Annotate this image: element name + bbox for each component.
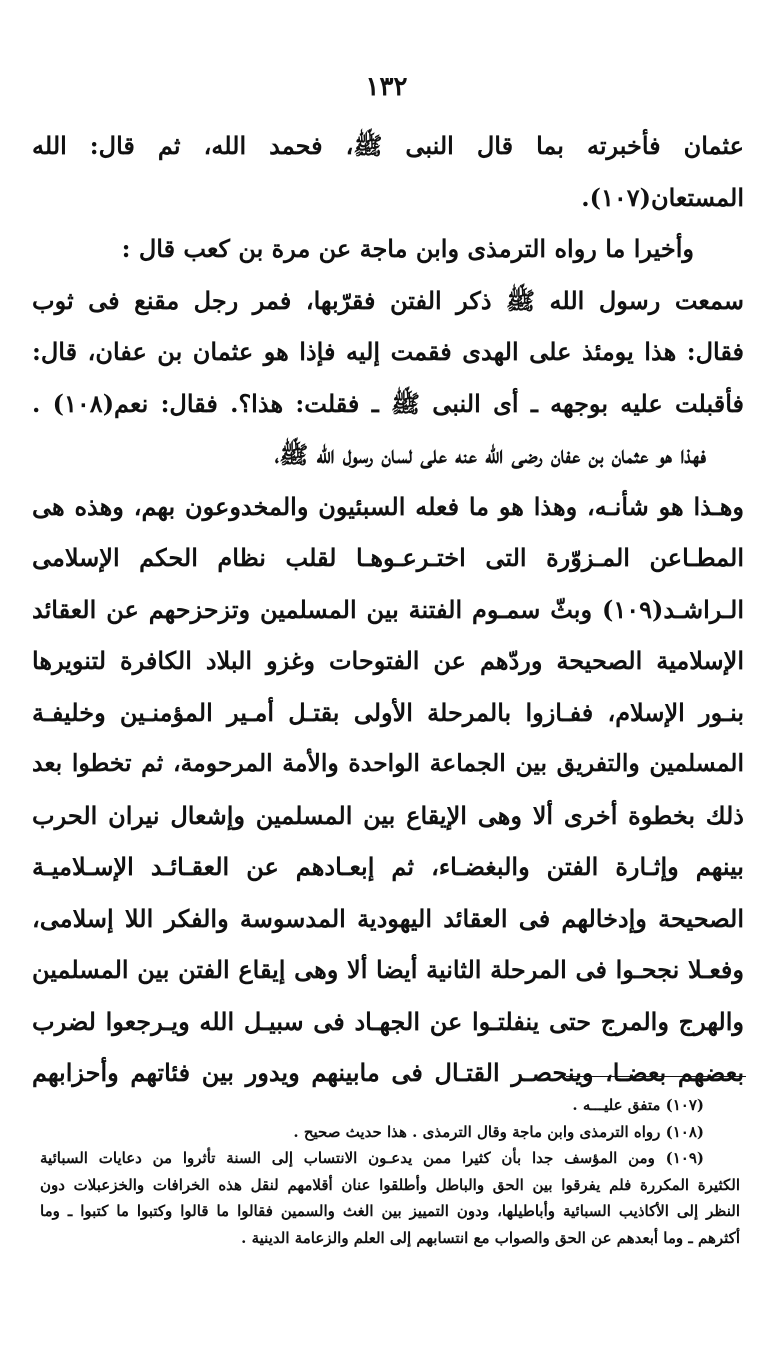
footnote-line: النظر إلى الأكاذيب السبائية وأباطيلها، ودون التمييز بين الغث والسمين فقالوا ما قالوا وكتبوا ما كتبوا ـ وما bbox=[40, 1202, 740, 1220]
footnotes bbox=[40, 1092, 740, 1251]
text-line: وأخيرا ما رواه الترمذى وابن ماجة عن مرة بن كعب قال : bbox=[121, 234, 694, 263]
text-line: والهرج والمرج حتى ينفلتـوا عن الجهـاد فى سبيـل الله ويـرجعوا لضرب bbox=[32, 1006, 744, 1036]
text-line: الـراشـد(١٠٩) وبثّ سمـوم الفتنة بين المسلمين وتزحزحهم عن العقائد bbox=[32, 594, 744, 624]
text-line: المسلمين والتفريق بين الجماعة الواحدة والأمة المرحومة، ثم تخطوا بعد bbox=[32, 749, 744, 777]
text-line: بينهم وإثـارة الفتن والبغضـاء، ثم إبعـادهم عن العقـائـد الإسـلاميـة bbox=[32, 852, 744, 881]
footnote-line: (١٠٩) ومن المؤسف جدا بأن كثيرا ممن يدعـون الانتساب إلى السنة تأثروا من دعايات السبائية bbox=[40, 1149, 704, 1167]
text-line: الإسلامية الصحيحة وردّهم عن الفتوحات وغزو البلاد الكافرة لتنويرها bbox=[32, 646, 744, 675]
text-line: عثمان فأخبرته بما قال النبى ﷺ، فحمد الله، ثم قال: الله bbox=[32, 131, 744, 160]
text-line: بعضهم بعضـا، وينحصـر القتـال فى مابينهم ويدور بين فئاتهم وأحزابهم bbox=[32, 1058, 744, 1087]
footnote-separator bbox=[566, 1076, 746, 1077]
footnote-line: الكثيرة المكررة فلم يفرقوا بين الحق والباطل وأطلقوا عنان أقلامهم لنقل هذه الخرافات والخزعبلات دون bbox=[40, 1175, 740, 1194]
footnote-line: (١٠٨) رواه الترمذى وابن ماجة وقال الترمذى . هذا حديث صحيح . bbox=[293, 1122, 704, 1141]
page-number: ١٣٢ bbox=[365, 72, 408, 102]
text-line: المطـاعن المـزوّرة التى اختـرعـوهـا لقلب نظام الحكم الإسلامى bbox=[32, 543, 744, 572]
text-line: ذلك بخطوة أخرى ألا وهى الإيقاع بين المسلمين وإشعال نيران الحرب bbox=[32, 800, 744, 830]
text-line: بنـور الإسلام، ففـازوا بالمرحلة الأولى بقتـل أمـير المؤمنـين وخليفـة bbox=[32, 697, 744, 727]
main-text bbox=[32, 120, 744, 1099]
text-line: وهـذا هو شأنـه، وهذا هو ما فعله السبئيون والمخدوعون بهم، وهذه هى bbox=[32, 491, 744, 521]
text-line: سمعت رسول الله ﷺ ذكر الفتن فقرّبها، فمر رجل مقنع فى ثوب bbox=[32, 285, 744, 315]
footnote-line: (١٠٧) متفق عليـــه . bbox=[572, 1096, 704, 1114]
text-line: فهذا هو عثمان بن عفان رضى الله عنه على لسان رسول الله ﷺ، bbox=[274, 440, 706, 469]
text-line: الصحيحة وإدخالهم فى العقائد اليهودية المدسوسة والفكر اللا إسلامى، bbox=[32, 903, 744, 933]
text-line: فأقبلت عليه بوجهه ـ أى النبى ﷺ ـ فقلت: هذا؟. فقال: نعم(١٠٨) . bbox=[32, 388, 744, 418]
text-line: فقال: هذا يومئذ على الهدى فقمت إليه فإذا هو عثمان بن عفان، قال: bbox=[32, 337, 744, 366]
text-line: وفعـلا نجحـوا فى المرحلة الثانية أيضا ألا وهى إيقاع الفتن بين المسلمين bbox=[32, 955, 744, 984]
footnote-line: أكثرهم ـ وما أبعدهم عن الحق والصواب مع انتسابهم إلى العلم والزعامة الدينية . bbox=[241, 1228, 740, 1247]
text-line: المستعان(١٠٧). bbox=[581, 182, 744, 212]
